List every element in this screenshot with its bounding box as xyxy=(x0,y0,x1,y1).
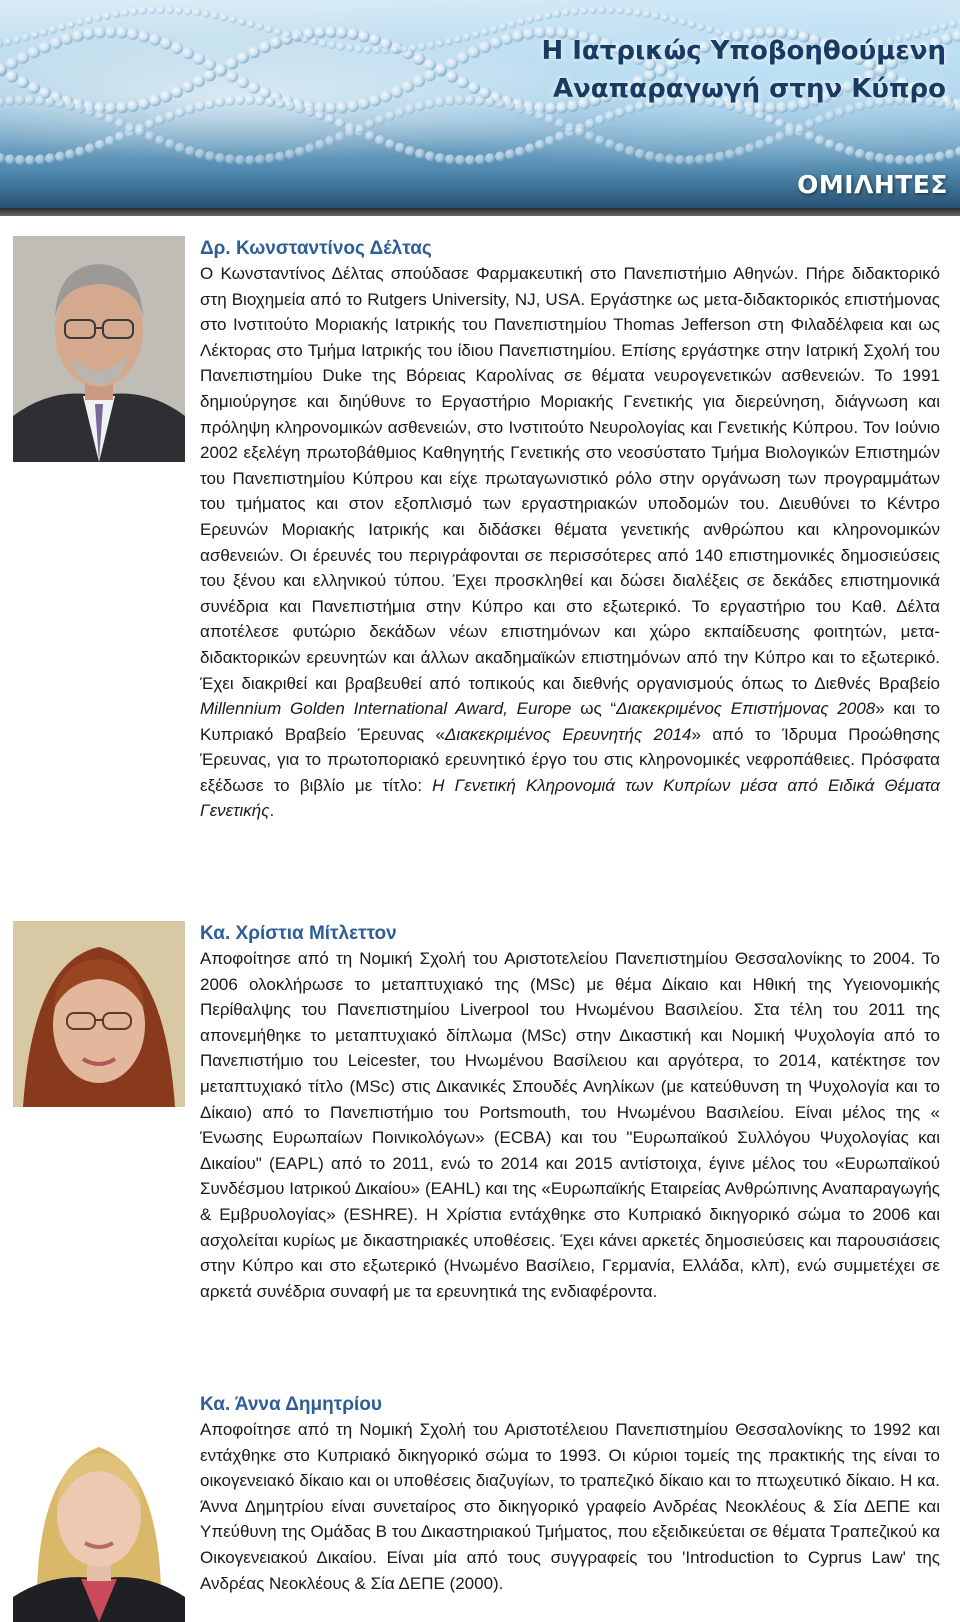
speaker-bio xyxy=(200,261,940,824)
bio-text: . xyxy=(269,801,275,821)
speaker-name: Δρ. Κωνσταντίνος Δέλτας xyxy=(200,238,432,259)
bio-text: Ο Κωνσταντίνος Δέλτας σπούδασε Φαρμακευτική στο Πανεπιστήμιο Αθηνών. Πήρε διδακτορικό στη Βιοχημεία από το Rutgers University, NJ, USA. Εργάστηκε ως μετα-διδακτορικός επιστήμονας στο Ινστιτούτο Μοριακής Ιατρικής του Πανεπιστημίου Thomas Jefferson στη Φιλαδέλφεια και ως Λέκτορας στο Τμήμα Ιατρικής του ίδιου Πανεπιστημίου. Επίσης εργάστηκε στην Ιατρική Σχολή του Πανεπιστημίου Duke της Βόρειας Καρολίνας σε θέματα νευρογενετικών ασθενειών. Το 1991 δημιούργησε και διηύθυνε το Εργαστήριο Μοριακής Γενετικής για διερεύνηση, διάγνωση και πρόληψη κληρονομικών ασθενειών, στο Ινστιτούτο Νευρολογίας και Γενετικής Κύπρου. Τον Ιούνιο 2002 εξελέγη πρωτοβάθμιος Καθηγητής Γενετικής στο νεοσύστατο Τμήμα Βιολογικών Επιστημών του Πανεπιστημίου Κύπρου και είχε πρωταγωνιστικό ρόλο στην οργάνωση των προγραμμάτων του τμήματος και στον εξοπλισμό των εργαστηριακών υποδομών του. Διευθύνει το Κέντρο Ερευνών Μοριακής Ιατρικής και διδάσκει θέματα γενετικής ανθρώπου και κληρονομικών ασθενειών. Οι έρευνές του περιγράφονται σε περισσότερες από 140 επιστημονικές δημοσιεύσεις του ξένου και ελληνικού τύπου. Έχει προσκληθεί και δώσει διαλέξεις σε δεκάδες επιστημονικά συνέδρια και Πανεπιστήμια στην Κύπρο και στο εξωτερικό. Το εργαστήριο του Καθ. Δέλτα αποτέλεσε φυτώριο δεκάδων νέων επιστημόνων και χώρο εκπαίδευσης φοιτητών, μετα-διδακτορικών ερευνητών και άλλων ακαδημαϊκών επιστημόνων από την Κύπρο και το εξωτερικό. Έχει διακριθεί και βραβευθεί από τοπικούς και διεθνής οργανισμούς όπως το Διεθνές Βραβείο xyxy=(200,264,940,693)
header-banner xyxy=(0,0,960,216)
section-heading: ΟΜΙΛΗΤΕΣ xyxy=(797,170,948,199)
banner-title xyxy=(541,32,946,108)
speaker-bio: Αποφοίτησε από τη Νομική Σχολή του Αριστοτέλειου Πανεπιστημίου Θεσσαλονίκης το 1992 και εντάχθηκε στο Κυπριακό δικηγορικό σώμα το 1993. Οι κύριοι τομείς της πρακτικής της είναι το οικογενειακό δίκαιο και οι υποθέσεις διαζυγίων, το τραπεζικό δίκαιο και το πτωχευτικό δίκαιο. Η κα. Άννα Δημητρίου είναι συνεταίρος στο δικηγορικό γραφείο Ανδρέας Νεοκλέους & Σία ΔΕΠΕ και Υπεύθυνη της Ομάδας Β του Δικαστηριακού Τμήματος, που εξειδικεύεται σε θέματα Τραπεζικού κα Οικογενειακού Δικαίου. Είναι μία από τους συγγραφείς του 'Introduction to Cyprus Law' της Ανδρέας Νεοκλέους & Σία ΔΕΠΕ (2000). xyxy=(200,1420,940,1593)
bio-award-name: Millennium Golden International Award, Europe xyxy=(200,699,572,719)
speaker-photo-dimitriou xyxy=(13,1411,185,1622)
speaker-photo-deltas xyxy=(13,236,185,462)
speaker-bio: Αποφοίτησε από τη Νομική Σχολή του Αριστοτελείου Πανεπιστημίου Θεσσαλονίκης το 2004. Το 2006 ολοκλήρωσε το μεταπτυχιακό της (MSc) με θέμα Δίκαιο και Ηθική της Υγειονομικής Περίθαλψης του Πανεπιστημίου Liverpool του Ηνωμένου Βασιλείου. Στα τέλη του 2011 της απονεμήθηκε το μεταπτυχιακό δίπλωμα (MSc) στην Δικαστική και Νομική Ψυχολογία από το Πανεπιστήμιο του Leicester, του Ηνωμένου Βασίλειου και αργότερα, το 2014, κατέκτησε τον μεταπτυχιακό τίτλο (MSc) στις Δικανικές Σπουδές Ανηλίκων (με κατεύθυνση τη Ψυχολογία και το Δίκαιο) από το Πανεπιστήμιο του Portsmouth, του Ηνωμένου Βασιλείου. Είναι μέλος της « Ένωσης Ευρωπαίων Ποινικολόγων» (ECBA) και του "Ευρωπαϊκού Συλλόγου Ψυχολογίας και Δικαίου" (EAPL) από το 2011, ενώ το 2014 και 2015 αντίστοιχα, έγινε μέλος του «Ευρωπαϊκού Συνδέσμου Ιατρικού Δικαίου» (EAHL) και της «Ευρωπαϊκής Εταιρείας Ανθρώπινης Αναπαραγωγής & Εμβρυολογίας» (ESHRE). Η Χρίστια εντάχθηκε στο Κυπριακό δικηγορικό σώμα το 2006 και ασχολείται κυρίως με δικαστηριακές υποθέσεις. Έχει κάνει αρκετές δημοσιεύσεις και παρουσιάσεις στην Κύπρο και στο εξωτερικό (Ηνωμένο Βασίλειο, Γερμανία, Ελλάδα, κλπ), ενώ συμμετέχει σε αρκετά συνέδρια συναφή με τα ερευνητικά της ενδιαφέροντα. xyxy=(200,949,940,1301)
bio-text: ως “ xyxy=(571,699,617,719)
banner-title-line-2: Αναπαραγωγή στην Κύπρο xyxy=(552,74,946,104)
speaker-entry-mitletton xyxy=(200,921,940,1304)
speaker-name: Κα. Χρίστια Μίτλεττον xyxy=(200,923,397,944)
speaker-photo-mitletton xyxy=(13,921,185,1107)
speaker-name: Κα. Άννα Δημητρίου xyxy=(200,1394,382,1415)
banner-title-line-1: Η Ιατρικώς Υποβοηθούμενη xyxy=(541,36,946,66)
bio-award-title: Διακεκριμένος Επιστήμονας 2008 xyxy=(616,699,876,719)
speaker-entry-dimitriou xyxy=(200,1392,940,1596)
bio-text: » και το Κυπριακό Βραβείο Έρευνας « xyxy=(200,699,941,744)
speaker-entry-deltas xyxy=(200,236,940,824)
bio-award-title: Διακεκριμένος Ερευνητής 2014 xyxy=(445,724,692,744)
bio-text: » από το Ίδρυμα Προώθησης Έρευνας, για το πρωτοποριακό ερευνητικό έργο του στις κληρονομικές νεφροπάθειες. Πρόσφατα εξέδωσε το βιβλίο με τίτλο: xyxy=(200,724,940,795)
bio-book-title: Η Γενετική Κληρονομιά των Κυπρίων μέσα από Ειδικά Θέματα Γενετικής xyxy=(200,775,940,821)
banner-divider xyxy=(0,208,960,216)
